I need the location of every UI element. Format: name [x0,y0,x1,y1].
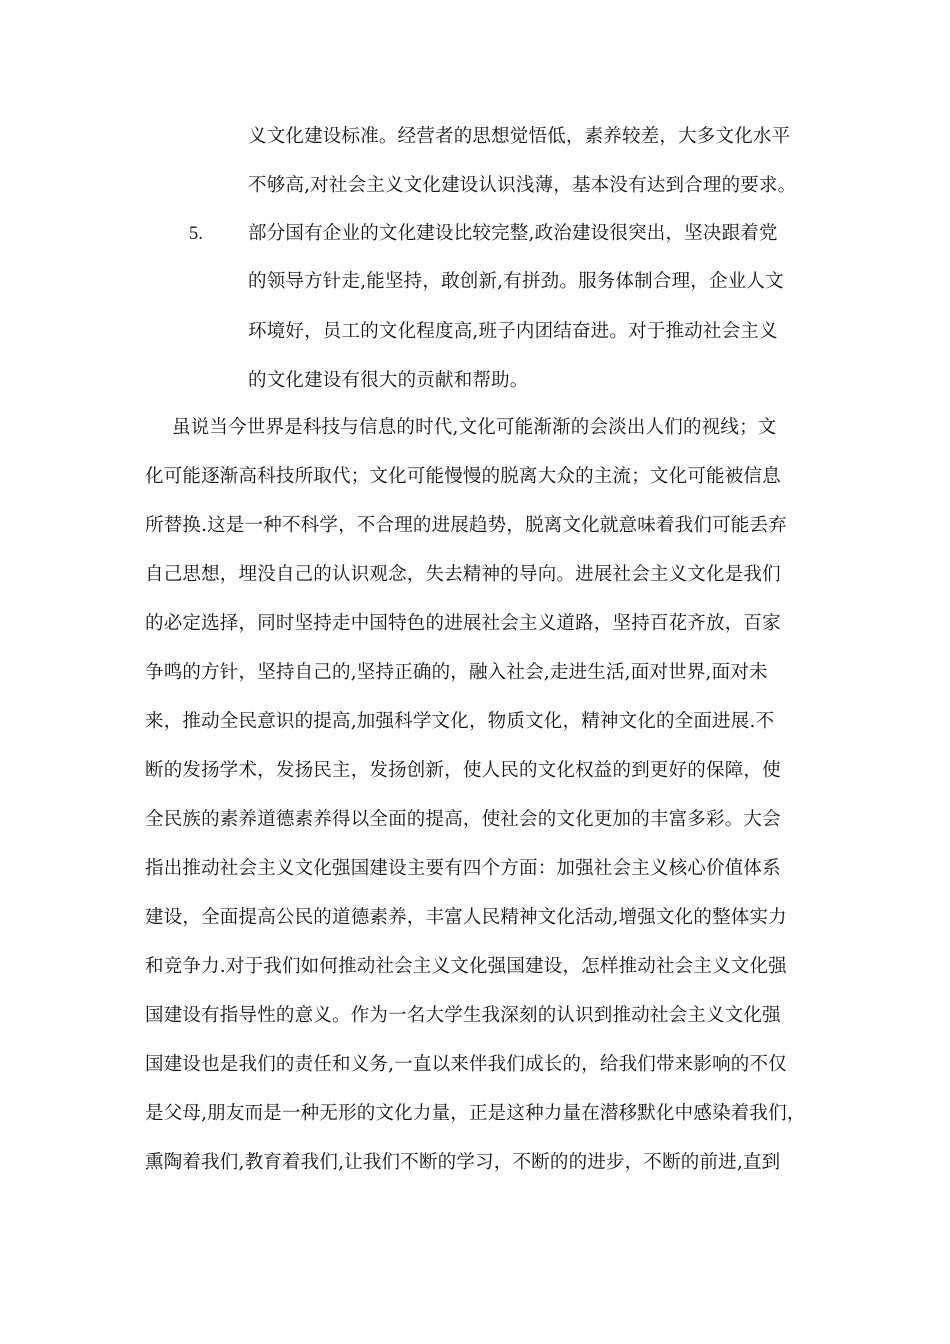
list-item-line: 的领导方针走,能坚持，敢创新,有拼劲。服务体制合理，企业人文 [248,271,784,292]
list-continuation-line: 不够高,对社会主义文化建设认识浅薄，基本没有达到合理的要求。 [248,175,797,196]
paragraph-line: 熏陶着我们,教育着我们,让我们不断的学习，不断的的进步，不断的前进,直到 [145,1152,781,1173]
paragraph-line: 是父母,朋友而是一种无形的文化力量，正是这种力量在潜移默化中感染着我们， [145,1103,806,1124]
paragraph-line: 所替换.这是一种不科学，不合理的进展趋势，脱离文化就意味着我们可能丢弃 [145,515,787,536]
paragraph-line: 断的发扬学术，发扬民主，发扬创新，使人民的文化权益的到更好的保障，使 [145,760,781,781]
paragraph-line: 化可能逐渐高科技所取代；文化可能慢慢的脱离大众的主流；文化可能被信息 [145,466,781,487]
paragraph-line: 全民族的素养道德素养得以全面的提高，使社会的文化更加的丰富多彩。大会 [145,809,781,830]
paragraph-line: 争鸣的方针，坚持自己的,坚持正确的，融入社会,走进生活,面对世界,面对未 [145,662,768,683]
paragraph-line: 自己思想，埋没自己的认识观念，失去精神的导向。进展社会主义文化是我们 [145,564,781,585]
list-item-number: 5. [189,224,203,244]
paragraph-line: 虽说当今世界是科技与信息的时代,文化可能渐渐的会淡出人们的视线；文 [172,417,777,438]
list-item-line: 环境好，员工的文化程度高,班子内团结奋进。对于推动社会主义 [248,321,778,342]
paragraph-line: 和竞争力.对于我们如何推动社会主义文化强国建设，怎样推动社会主义文化强 [145,956,787,977]
paragraph-line: 建设，全面提高公民的道德素养，丰富人民精神文化活动,增强文化的整体实力 [145,907,787,928]
paragraph-line: 国建设有指导性的意义。作为一名大学生我深刻的认识到推动社会主义文化强 [145,1005,781,1026]
paragraph-line: 指出推动社会主义文化强国建设主要有四个方面：加强社会主义核心价值体系 [145,858,781,879]
list-item-line: 的文化建设有很大的贡献和帮助。 [248,370,529,391]
paragraph-line: 的必定选择，同时坚持走中国特色的进展社会主义道路，坚持百花齐放，百家 [145,613,781,634]
list-item-line: 部分国有企业的文化建设比较完整,政治建设很突出，坚决跟着党 [248,223,778,244]
list-continuation-line: 义文化建设标准。经营者的思想觉悟低，素养较差，大多文化水平 [248,126,791,147]
paragraph-line: 来，推动全民意识的提高,加强科学文化，物质文化，精神文化的全面进展.不 [145,711,775,732]
paragraph-line: 国建设也是我们的责任和义务,一直以来伴我们成长的，给我们带来影响的不仅 [145,1054,787,1075]
